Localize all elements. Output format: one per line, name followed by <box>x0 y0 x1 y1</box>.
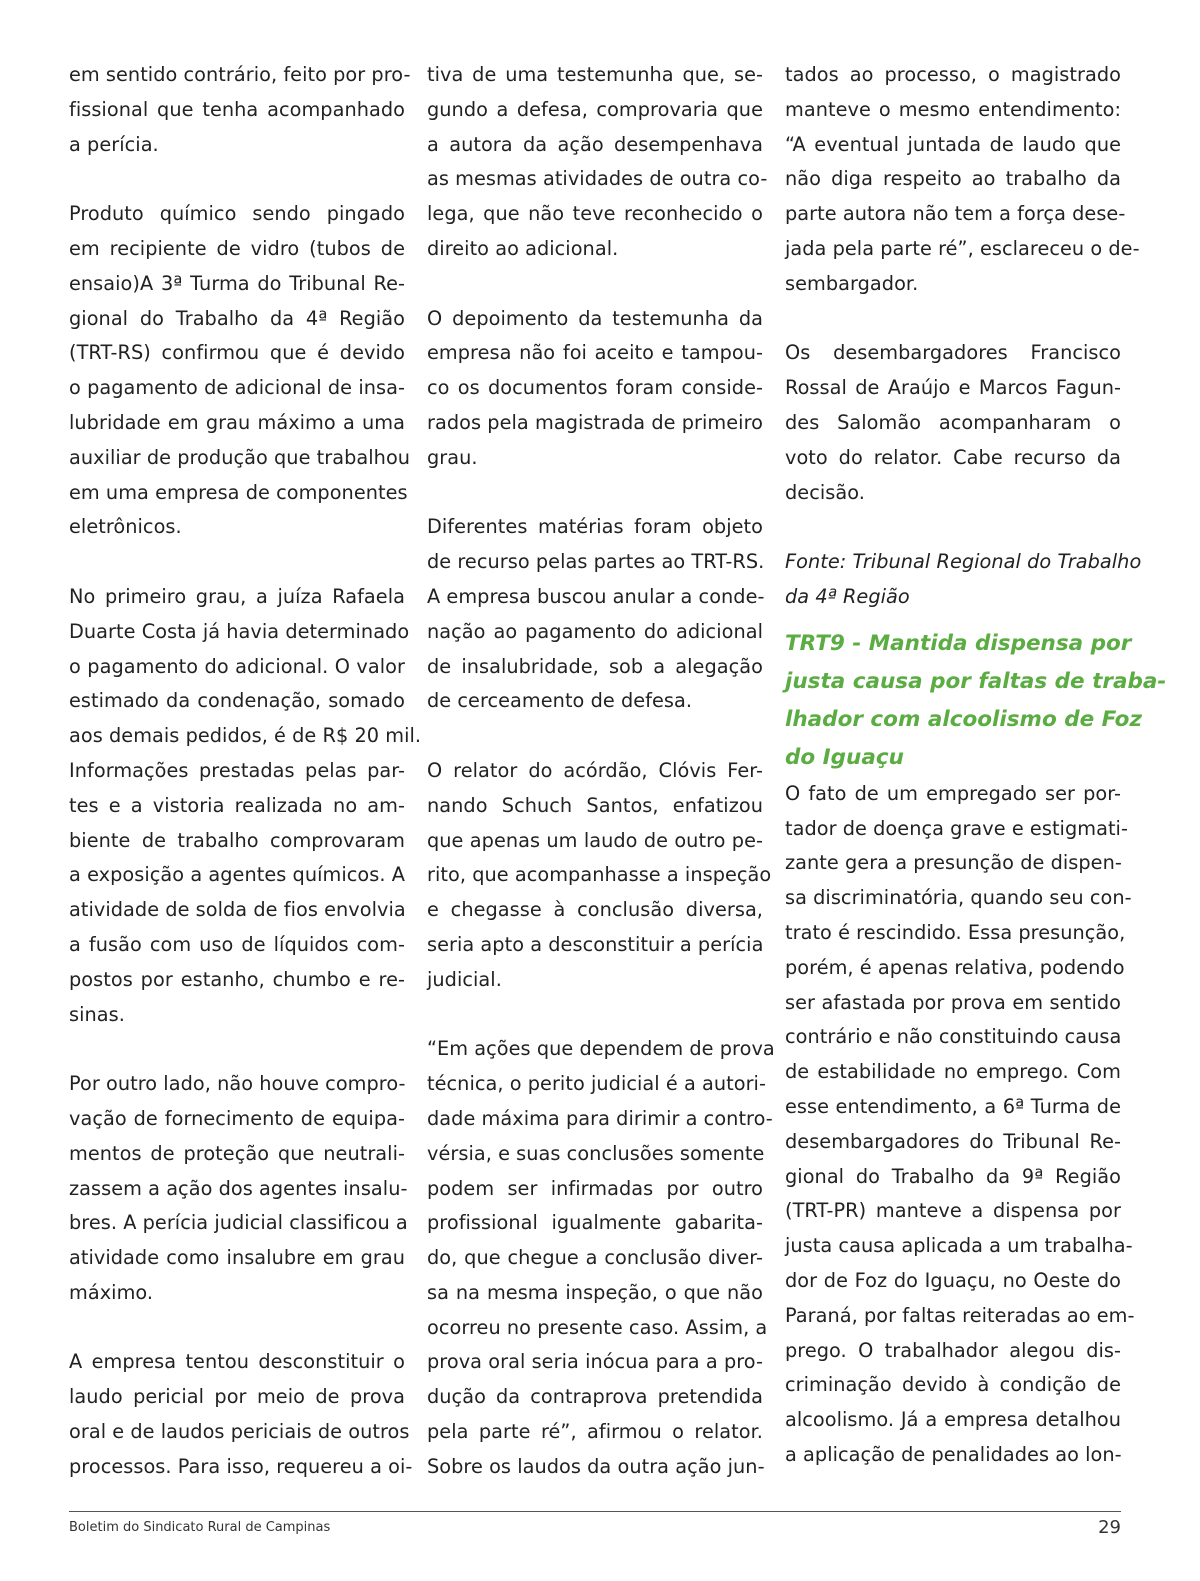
text-line: profissional igualmente gabarita- <box>427 1211 763 1235</box>
text-line: Rossal de Araújo e Marcos Fagun- <box>785 376 1121 400</box>
text-line: da 4ª Região <box>785 584 910 608</box>
text-line: contrário e não constituindo causa <box>785 1025 1122 1049</box>
text-line: rito, que acompanhasse a inspeção <box>427 863 772 887</box>
text-line: auxiliar de produção que trabalhou <box>69 445 411 469</box>
text-line: atividade como insalubre em grau <box>69 1246 405 1270</box>
text-line: co os documentos foram conside- <box>427 376 763 400</box>
text-line: gional do Trabalho da 9ª Região <box>785 1164 1121 1188</box>
text-line: de insalubridade, sob a alegação <box>427 654 763 678</box>
text-line: aos demais pedidos, é de R$ 20 mil. <box>69 724 422 748</box>
text-line: podem ser infirmadas por outro <box>427 1176 763 1200</box>
text-line: tador de doença grave e estigmati- <box>785 816 1128 840</box>
text-line: lega, que não teve reconhecido o <box>427 202 763 226</box>
text-line: e chegasse à conclusão diversa, <box>427 898 763 922</box>
text-line: No primeiro grau, a juíza Rafaela <box>69 584 405 608</box>
paragraph <box>427 510 763 719</box>
text-line: fissional que tenha acompanhado <box>69 97 405 121</box>
text-line: estimado da condenação, somado <box>69 689 405 713</box>
text-line: o pagamento de adicional de insa- <box>69 376 405 400</box>
text-line: oral e de laudos periciais de outros <box>69 1420 410 1444</box>
text-line: seria apto a desconstituir a perícia <box>427 932 764 956</box>
text-line: biente de trabalho comprovaram <box>69 828 405 852</box>
text-line: zassem a ação dos agentes insalu- <box>69 1176 408 1200</box>
text-line: dução da contraprova pretendida <box>427 1385 763 1409</box>
paragraph <box>785 336 1121 510</box>
paragraph-spacer <box>69 1311 405 1346</box>
column-3 <box>785 58 1167 1473</box>
paragraph <box>69 197 411 545</box>
text-line: sembargador. <box>785 271 919 295</box>
paragraph <box>427 58 768 267</box>
text-line: sa na mesma inspeção, o que não <box>427 1280 763 1304</box>
text-line: processos. Para isso, requereu a oi- <box>69 1454 413 1478</box>
text-line: Diferentes matérias foram objeto <box>427 515 763 539</box>
text-line: Duarte Costa já havia determinado <box>69 619 410 643</box>
text-line: voto do relator. Cabe recurso da <box>785 445 1121 469</box>
text-line: de estabilidade no emprego. Com <box>785 1060 1121 1084</box>
paragraph <box>427 754 772 998</box>
paragraph <box>69 1067 408 1311</box>
paragraph <box>785 58 1140 302</box>
text-line: a exposição a agentes químicos. A <box>69 863 405 887</box>
paragraph-spacer <box>785 302 1121 337</box>
paragraph <box>69 580 422 1032</box>
text-line: nação ao pagamento do adicional <box>427 619 763 643</box>
text-line: postos por estanho, chumbo e re- <box>69 967 405 991</box>
text-line: vérsia, e suas conclusões somente <box>427 1141 765 1165</box>
text-line: criminação devido à condição de <box>785 1373 1121 1397</box>
text-line: ocorreu no presente caso. Assim, a <box>427 1315 768 1339</box>
text-line: gional do Trabalho da 4ª Região <box>69 306 405 330</box>
text-line: a fusão com uso de líquidos com- <box>69 932 405 956</box>
text-line: dade máxima para dirimir a contro- <box>427 1106 773 1130</box>
text-line: bres. A perícia judicial classificou a <box>69 1211 408 1235</box>
text-line: Informações prestadas pelas par- <box>69 758 405 782</box>
text-line: justa causa aplicada a um trabalha- <box>785 1234 1133 1258</box>
text-line: as mesmas atividades de outra co- <box>427 167 768 191</box>
text-line: Produto químico sendo pingado <box>69 202 405 226</box>
text-line: do, que chegue a conclusão diver- <box>427 1246 763 1270</box>
paragraph-spacer <box>427 998 763 1033</box>
text-line: “Em ações que dependem de prova <box>427 1037 775 1061</box>
text-line: judicial. <box>427 967 502 991</box>
column-2 <box>427 58 775 1485</box>
text-line: O relator do acórdão, Clóvis Fer- <box>427 758 763 782</box>
paragraph-spacer <box>427 476 763 511</box>
paragraph <box>427 302 763 476</box>
text-line: em sentido contrário, feito por pro- <box>69 63 411 86</box>
footer-publication: Boletim do Sindicato Rural de Campinas <box>69 1520 331 1535</box>
paragraph-spacer <box>69 1032 405 1067</box>
text-line: nando Schuch Santos, enfatizou <box>427 793 763 817</box>
text-line: prova oral seria inócua para a pro- <box>427 1350 763 1374</box>
text-line: parte autora não tem a força dese- <box>785 202 1126 226</box>
text-line: O fato de um empregado ser por- <box>785 781 1121 805</box>
text-line: zante gera a presunção de dispen- <box>785 851 1122 875</box>
paragraph-spacer <box>69 162 405 197</box>
paragraph <box>69 1345 413 1484</box>
text-line: ensaio)A 3ª Turma do Tribunal Re- <box>69 271 405 295</box>
source-credit <box>785 545 1142 615</box>
text-line: Paraná, por faltas reiteradas ao em- <box>785 1303 1135 1327</box>
paragraph-spacer <box>69 545 405 580</box>
heading-line: TRT9 - Mantida dispensa por <box>785 630 1132 656</box>
text-line: (TRT-PR) manteve a dispensa por <box>785 1199 1121 1223</box>
text-line: jada pela parte ré”, esclareceu o de- <box>785 236 1140 260</box>
paragraph-spacer <box>785 510 1121 545</box>
text-line: porém, é apenas relativa, podendo <box>785 955 1125 979</box>
text-line: laudo pericial por meio de prova <box>69 1385 405 1409</box>
text-line: Por outro lado, não houve compro- <box>69 1072 406 1096</box>
text-line: esse entendimento, a 6ª Turma de <box>785 1094 1121 1118</box>
text-line: empresa não foi aceito e tampou- <box>427 341 763 365</box>
heading-line: justa causa por faltas de traba- <box>785 668 1167 694</box>
text-line: trato é rescindido. Essa presunção, <box>785 920 1126 944</box>
text-line: não diga respeito ao trabalho da <box>785 167 1121 191</box>
text-line: o pagamento do adicional. O valor <box>69 654 405 678</box>
text-line: tados ao processo, o magistrado <box>785 63 1121 86</box>
text-line: grau. <box>427 445 478 469</box>
text-line: direito ao adicional. <box>427 236 619 260</box>
text-line: gundo a defesa, comprovaria que <box>427 97 763 121</box>
text-line: lubridade em grau máximo a uma <box>69 410 405 434</box>
paragraph <box>427 1032 775 1484</box>
text-line: a perícia. <box>69 132 159 156</box>
text-line: sa discriminatória, quando seu con- <box>785 886 1132 910</box>
text-line: Sobre os laudos da outra ação jun- <box>427 1454 765 1478</box>
text-line: “A eventual juntada de laudo que <box>785 132 1121 156</box>
paragraph-spacer <box>427 719 763 754</box>
text-line: que apenas um laudo de outro pe- <box>427 828 763 852</box>
text-line: O depoimento da testemunha da <box>427 306 763 330</box>
heading-line: lhador com alcoolismo de Foz <box>785 706 1142 732</box>
text-line: vação de fornecimento de equipa- <box>69 1106 405 1130</box>
text-line: sinas. <box>69 1002 125 1026</box>
text-line: alcoolismo. Já a empresa detalhou <box>785 1408 1121 1432</box>
text-line: mentos de proteção que neutrali- <box>69 1141 405 1165</box>
text-line: em recipiente de vidro (tubos de <box>69 236 405 260</box>
text-line: A empresa buscou anular a conde- <box>427 584 765 608</box>
text-line: decisão. <box>785 480 865 504</box>
text-line: de recurso pelas partes ao TRT-RS. <box>427 550 765 574</box>
heading-line: do Iguaçu <box>785 744 904 770</box>
text-line: tes e a vistoria realizada no am- <box>69 793 405 817</box>
text-line: Fonte: Tribunal Regional do Trabalho <box>785 550 1142 574</box>
text-line: (TRT-RS) confirmou que é devido <box>69 341 405 365</box>
text-line: pela parte ré”, afirmou o relator. <box>427 1420 763 1444</box>
page-number: 29 <box>1098 1517 1121 1538</box>
text-line: dor de Foz do Iguaçu, no Oeste do <box>785 1268 1121 1292</box>
paragraph-spacer <box>427 267 763 302</box>
text-line: máximo. <box>69 1280 154 1304</box>
text-line: atividade de solda de fios envolvia <box>69 898 406 922</box>
text-line: eletrônicos. <box>69 515 182 539</box>
article-heading <box>785 625 1167 777</box>
text-line: ser afastada por prova em sentido <box>785 990 1121 1014</box>
column-1 <box>69 58 422 1485</box>
paragraph <box>69 58 411 162</box>
text-line: a autora da ação desempenhava <box>427 132 763 156</box>
text-line: prego. O trabalhador alegou dis- <box>785 1338 1121 1362</box>
text-line: A empresa tentou desconstituir o <box>69 1350 405 1374</box>
text-line: manteve o mesmo entendimento: <box>785 97 1121 121</box>
text-line: desembargadores do Tribunal Re- <box>785 1129 1121 1153</box>
footer-divider <box>69 1511 1121 1512</box>
text-line: tiva de uma testemunha que, se- <box>427 63 763 86</box>
text-line: rados pela magistrada de primeiro <box>427 410 763 434</box>
text-line: a aplicação de penalidades ao lon- <box>785 1442 1122 1466</box>
text-line: Os desembargadores Francisco <box>785 341 1121 365</box>
text-line: des Salomão acompanharam o <box>785 410 1121 434</box>
text-line: de cerceamento de defesa. <box>427 689 693 713</box>
text-line: técnica, o perito judicial é a autori- <box>427 1072 766 1096</box>
text-line: em uma empresa de componentes <box>69 480 408 504</box>
paragraph <box>785 777 1135 1473</box>
